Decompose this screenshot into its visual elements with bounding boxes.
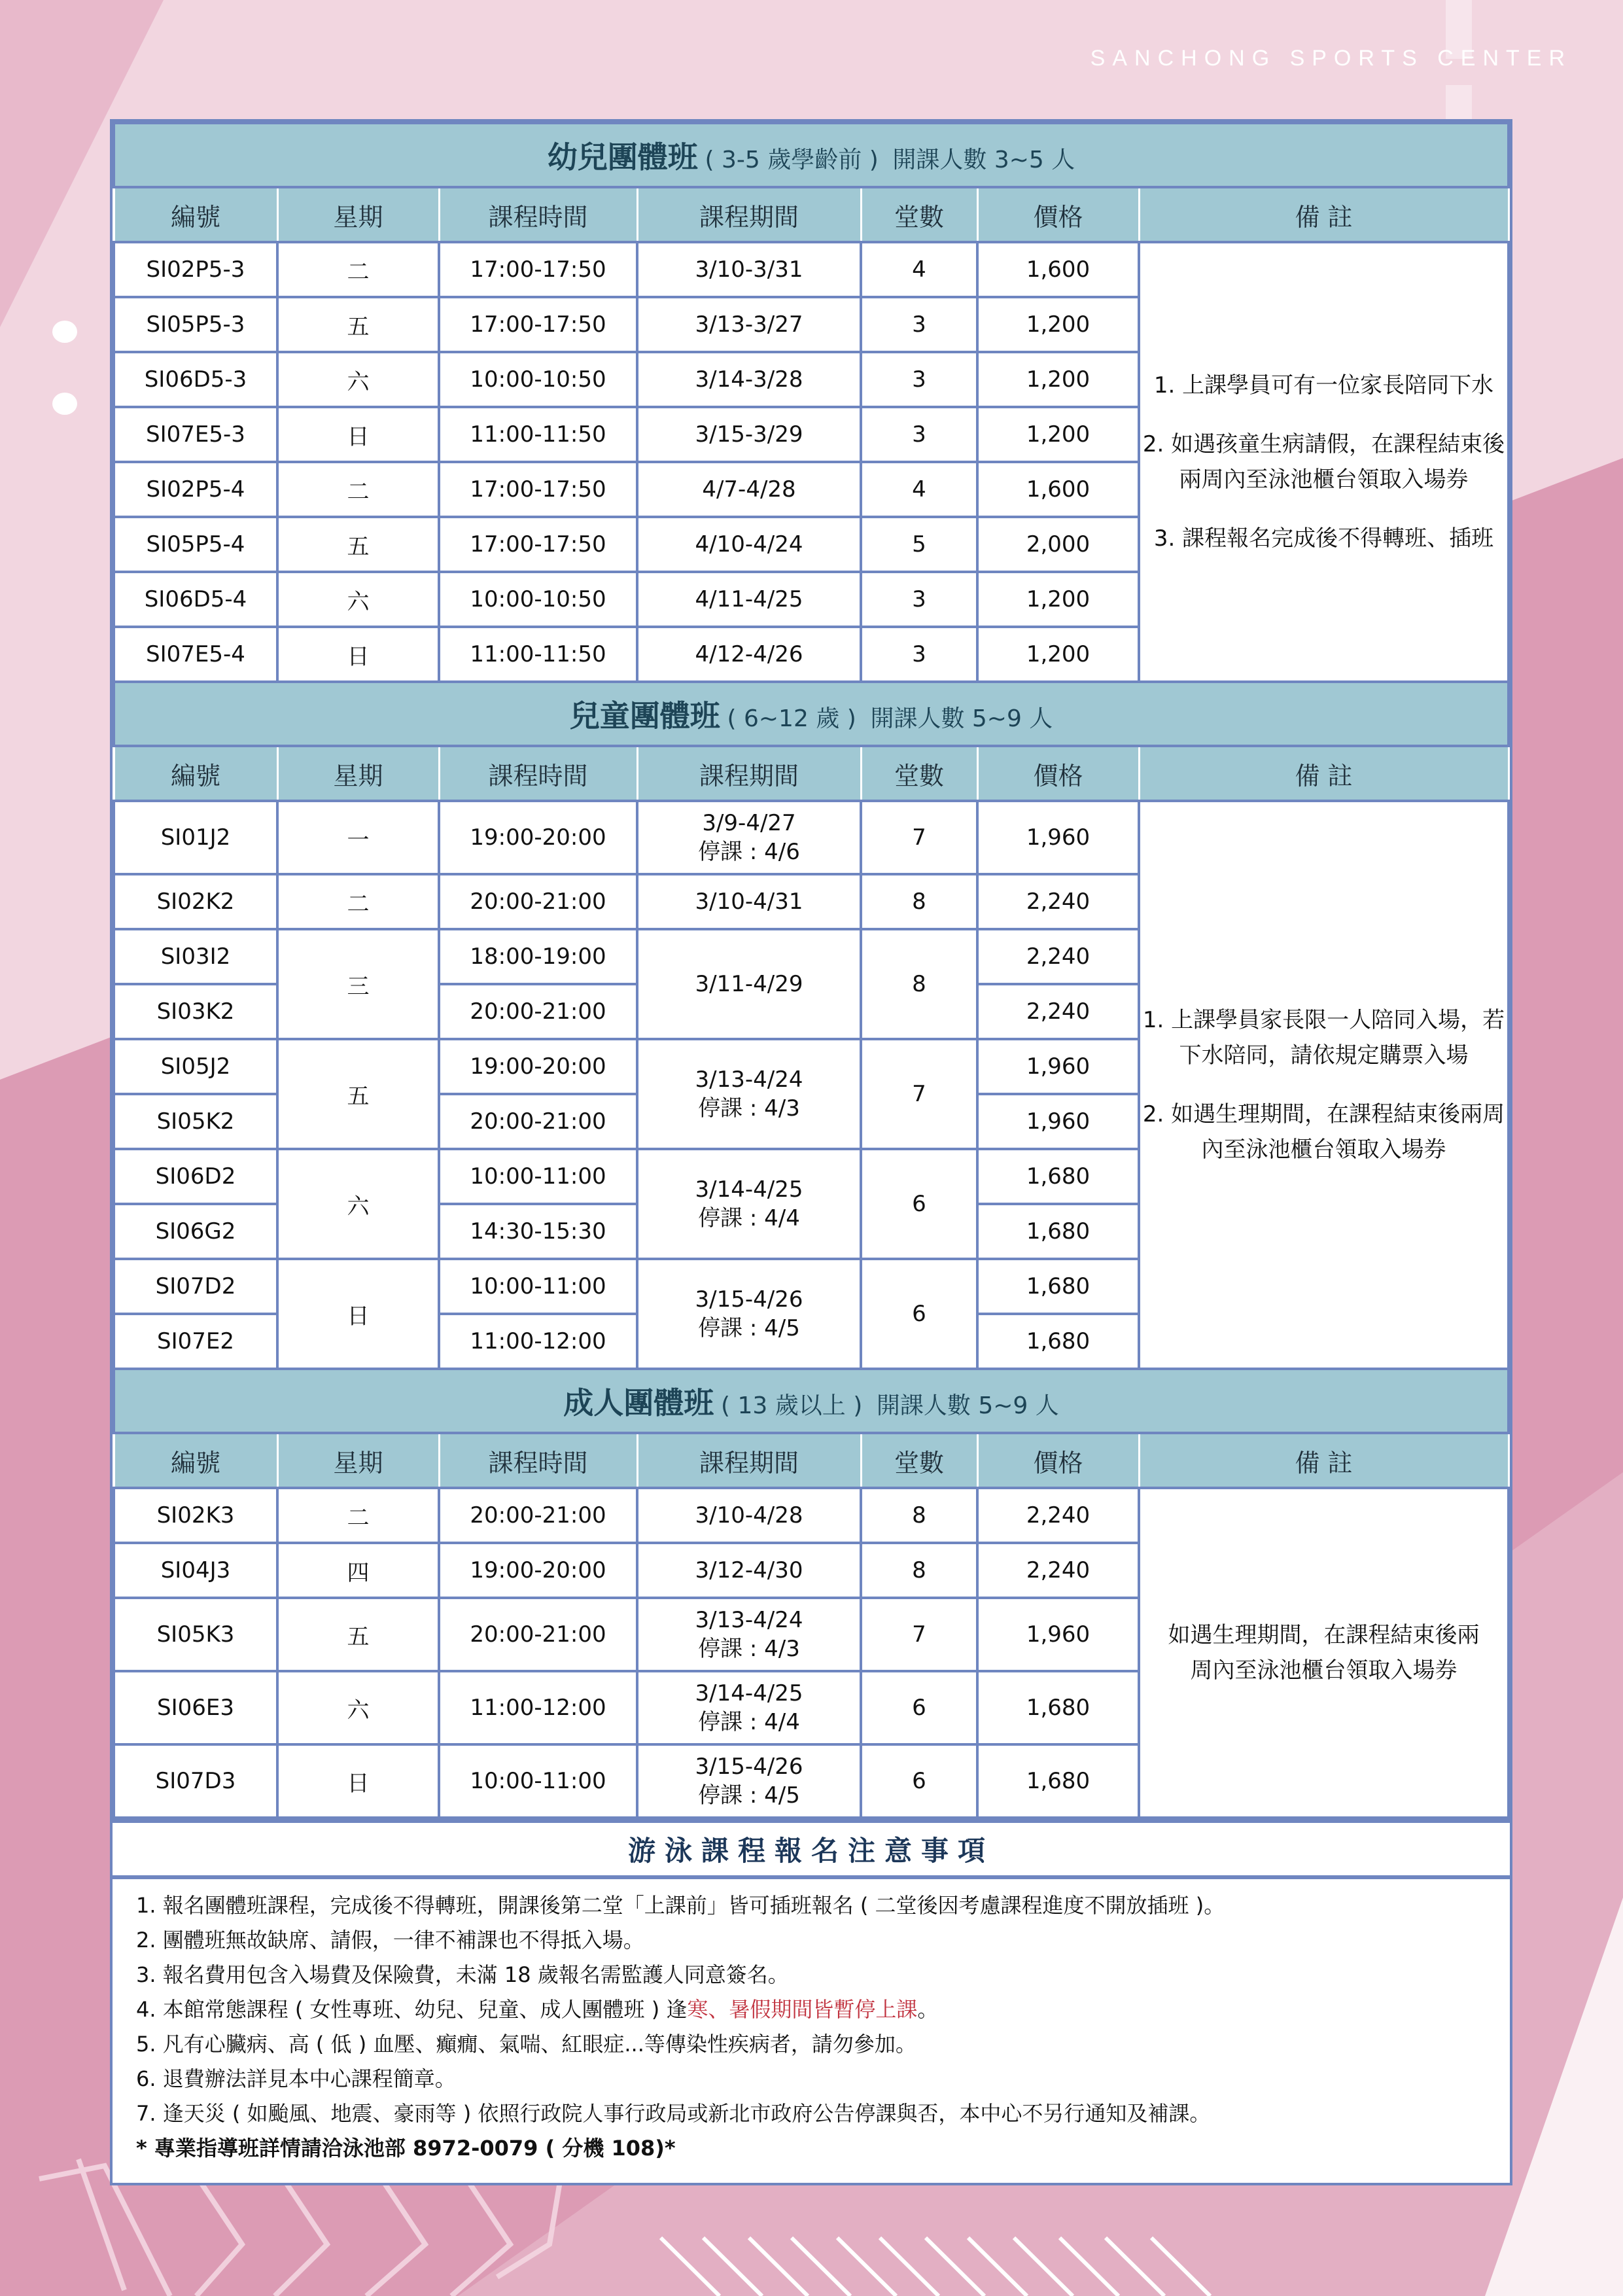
section-age: ( 3-5 歲學齡前 ) (705, 147, 879, 173)
weekday: 六 (277, 1149, 439, 1259)
notice-item: 6. 退費辦法詳見本中心課程簡章。 (136, 2066, 456, 2091)
col-price: 價格 (977, 746, 1139, 801)
weekday: 三 (277, 929, 439, 1039)
weekday: 二 (277, 242, 439, 297)
decor-dot (52, 393, 77, 415)
remark-item: 2. 如遇生理期間，在課程結束後兩周內至泳池櫃台領取入場券 (1142, 1101, 1505, 1163)
session-count: 3 (861, 572, 977, 627)
course-code: SI02P5-4 (114, 462, 277, 517)
class-time: 10:00-10:50 (439, 572, 637, 627)
course-code: SI05P5-4 (114, 517, 277, 572)
course-period: 3/14-3/28 (637, 352, 861, 407)
session-count: 3 (861, 627, 977, 682)
class-time: 20:00-21:00 (439, 1488, 637, 1543)
col-code: 編號 (114, 187, 277, 242)
course-period: 3/13-3/27 (637, 297, 861, 352)
course-code: SI07E5-4 (114, 627, 277, 682)
weekday: 二 (277, 874, 439, 929)
suspended-date: 停課 : 4/4 (698, 1709, 800, 1735)
course-period: 4/10-4/24 (637, 517, 861, 572)
col-sessions: 堂數 (861, 1433, 977, 1488)
price: 1,960 (977, 1598, 1139, 1671)
decor-dot (52, 321, 77, 343)
weekday: 六 (277, 352, 439, 407)
price: 2,240 (977, 1543, 1139, 1598)
course-code: SI05K3 (114, 1598, 277, 1671)
course-period (637, 1671, 861, 1744)
col-period: 課程期間 (637, 187, 861, 242)
course-period (637, 1039, 861, 1149)
class-time: 10:00-11:00 (439, 1744, 637, 1818)
remark-item: 如遇生理期間，在課程結束後兩周內至泳池櫃台領取入場券 (1168, 1622, 1480, 1684)
col-price: 價格 (977, 1433, 1139, 1488)
table-row (114, 801, 1509, 874)
remark-item: 2. 如遇孩童生病請假，在課程結束後兩周內至泳池櫃台領取入場券 (1142, 431, 1505, 493)
section-name: 兒童團體班 (569, 698, 720, 733)
section-title-adult (114, 1369, 1509, 1433)
period-range: 3/13-4/24 (695, 1067, 803, 1093)
table-header (114, 1433, 1509, 1488)
class-time: 17:00-17:50 (439, 242, 637, 297)
course-code: SI07E2 (114, 1314, 277, 1369)
price: 1,680 (977, 1314, 1139, 1369)
section-age: ( 6~12 歲 ) (727, 705, 856, 732)
class-time: 10:00-10:50 (439, 352, 637, 407)
notice-text: 4. 本館常態課程 ( 女性專班、幼兒、兒童、成人團體班 ) 逢 (136, 1997, 688, 2022)
section-age: ( 13 歲以上 ) (721, 1392, 863, 1419)
col-day: 星期 (277, 187, 439, 242)
class-time: 20:00-21:00 (439, 1094, 637, 1149)
price: 2,000 (977, 517, 1139, 572)
notices-list (113, 1879, 1510, 2183)
course-code: SI02K2 (114, 874, 277, 929)
price: 1,680 (977, 1204, 1139, 1259)
col-period: 課程期間 (637, 1433, 861, 1488)
course-period (637, 801, 861, 874)
price: 1,960 (977, 801, 1139, 874)
period-range: 3/14-4/25 (695, 1176, 803, 1203)
weekday: 四 (277, 1543, 439, 1598)
session-count: 7 (861, 1598, 977, 1671)
class-time: 20:00-21:00 (439, 984, 637, 1039)
class-time: 11:00-12:00 (439, 1314, 637, 1369)
suspended-date: 停課 : 4/5 (698, 1782, 800, 1809)
suspended-date: 停課 : 4/6 (698, 839, 800, 865)
weekday: 日 (277, 627, 439, 682)
session-count: 8 (861, 1488, 977, 1543)
price: 2,240 (977, 984, 1139, 1039)
suspended-date: 停課 : 4/5 (698, 1315, 800, 1341)
remarks-cell (1139, 801, 1509, 1369)
session-count: 6 (861, 1671, 977, 1744)
brand-title: SANCHONG SPORTS CENTER (1090, 46, 1572, 71)
price: 2,240 (977, 874, 1139, 929)
class-time: 19:00-20:00 (439, 1543, 637, 1598)
course-period: 3/10-4/28 (637, 1488, 861, 1543)
schedule-table (113, 122, 1510, 1819)
class-time: 10:00-11:00 (439, 1149, 637, 1204)
table-header (114, 187, 1509, 242)
remarks-cell (1139, 1488, 1509, 1818)
price: 2,240 (977, 1488, 1139, 1543)
notices-title: 游泳課程報名注意事項 (113, 1819, 1510, 1879)
section-title-toddler (114, 123, 1509, 187)
section-capacity: 開課人數 5~9 人 (876, 1392, 1059, 1419)
course-period: 4/12-4/26 (637, 627, 861, 682)
class-time: 17:00-17:50 (439, 297, 637, 352)
col-sessions: 堂數 (861, 746, 977, 801)
price: 1,600 (977, 242, 1139, 297)
weekday: 日 (277, 407, 439, 462)
table-header (114, 746, 1509, 801)
class-time: 19:00-20:00 (439, 1039, 637, 1094)
session-count: 8 (861, 1543, 977, 1598)
course-code: SI03K2 (114, 984, 277, 1039)
table-row (114, 242, 1509, 297)
col-code: 編號 (114, 1433, 277, 1488)
price: 1,200 (977, 627, 1139, 682)
col-time: 課程時間 (439, 746, 637, 801)
weekday: 五 (277, 297, 439, 352)
price: 1,680 (977, 1671, 1139, 1744)
session-count: 6 (861, 1149, 977, 1259)
price: 2,240 (977, 929, 1139, 984)
col-remarks: 備 註 (1139, 1433, 1509, 1488)
col-time: 課程時間 (439, 187, 637, 242)
contact-info: * 專業指導班詳情請洽泳池部 8972-0079 ( 分機 108)* (136, 2136, 676, 2161)
course-code: SI05J2 (114, 1039, 277, 1094)
course-code: SI05K2 (114, 1094, 277, 1149)
course-code: SI06G2 (114, 1204, 277, 1259)
course-period: 3/10-3/31 (637, 242, 861, 297)
weekday: 日 (277, 1744, 439, 1818)
course-period: 4/11-4/25 (637, 572, 861, 627)
price: 1,200 (977, 297, 1139, 352)
weekday: 二 (277, 1488, 439, 1543)
session-count: 7 (861, 801, 977, 874)
col-period: 課程期間 (637, 746, 861, 801)
col-day: 星期 (277, 1433, 439, 1488)
price: 1,960 (977, 1039, 1139, 1094)
session-count: 4 (861, 462, 977, 517)
class-time: 11:00-12:00 (439, 1671, 637, 1744)
notice-item: 3. 報名費用包含入場費及保險費，未滿 18 歲報名需監護人同意簽名。 (136, 1962, 789, 1987)
notice-text: 。 (917, 1997, 939, 2022)
session-count: 8 (861, 874, 977, 929)
class-time: 14:30-15:30 (439, 1204, 637, 1259)
remark-item: 3. 課程報名完成後不得轉班、插班 (1153, 525, 1494, 552)
notice-item: 1. 報名團體班課程，完成後不得轉班，開課後第二堂「上課前」皆可插班報名 ( 二堂後因考慮課程進度不開放插班 )。 (136, 1893, 1225, 1918)
session-count: 4 (861, 242, 977, 297)
course-code: SI02K3 (114, 1488, 277, 1543)
class-time: 18:00-19:00 (439, 929, 637, 984)
weekday: 二 (277, 462, 439, 517)
price: 1,680 (977, 1149, 1139, 1204)
class-time: 20:00-21:00 (439, 874, 637, 929)
course-period (637, 1149, 861, 1259)
price: 1,600 (977, 462, 1139, 517)
course-period: 4/7-4/28 (637, 462, 861, 517)
weekday: 一 (277, 801, 439, 874)
class-time: 20:00-21:00 (439, 1598, 637, 1671)
session-count: 3 (861, 352, 977, 407)
notice-item: 5. 凡有心臟病、高 ( 低 ) 血壓、癲癇、氣喘、紅眼症...等傳染性疾病者，請勿參加。 (136, 2032, 916, 2057)
class-time: 11:00-11:50 (439, 627, 637, 682)
price: 1,680 (977, 1259, 1139, 1314)
weekday: 六 (277, 1671, 439, 1744)
weekday: 五 (277, 1039, 439, 1149)
table-row (114, 1488, 1509, 1543)
course-code: SI07E5-3 (114, 407, 277, 462)
remark-item: 1. 上課學員可有一位家長陪同下水 (1153, 372, 1494, 398)
session-count: 3 (861, 407, 977, 462)
session-count: 6 (861, 1259, 977, 1369)
course-code: SI01J2 (114, 801, 277, 874)
course-code: SI07D3 (114, 1744, 277, 1818)
course-code: SI06D5-3 (114, 352, 277, 407)
course-code: SI06D2 (114, 1149, 277, 1204)
section-name: 成人團體班 (563, 1385, 714, 1421)
section-name: 幼兒團體班 (547, 139, 698, 175)
col-remarks: 備 註 (1139, 187, 1509, 242)
course-code: SI04J3 (114, 1543, 277, 1598)
course-code: SI03I2 (114, 929, 277, 984)
notice-highlight: 寒、暑假期間皆暫停上課 (687, 1997, 918, 2022)
class-time: 19:00-20:00 (439, 801, 637, 874)
period-range: 3/13-4/24 (695, 1607, 803, 1633)
course-period (637, 1744, 861, 1818)
course-code: SI07D2 (114, 1259, 277, 1314)
notice-item (136, 1992, 1486, 2027)
class-time: 11:00-11:50 (439, 407, 637, 462)
course-code: SI02P5-3 (114, 242, 277, 297)
period-range: 3/9-4/27 (702, 810, 796, 836)
col-remarks: 備 註 (1139, 746, 1509, 801)
col-sessions: 堂數 (861, 187, 977, 242)
suspended-date: 停課 : 4/3 (698, 1095, 800, 1122)
course-schedule-sheet (110, 119, 1512, 2185)
period-range: 3/14-4/25 (695, 1680, 803, 1706)
course-period (637, 1259, 861, 1369)
session-count: 3 (861, 297, 977, 352)
price: 1,200 (977, 352, 1139, 407)
class-time: 17:00-17:50 (439, 462, 637, 517)
period-range: 3/15-4/26 (695, 1286, 803, 1313)
course-period: 3/11-4/29 (637, 929, 861, 1039)
section-title-children (114, 682, 1509, 746)
notice-item: 7. 逢天災 ( 如颱風、地震、豪雨等 ) 依照行政院人事行政局或新北市政府公告停課與否，本中心不另行通知及補課。 (136, 2101, 1211, 2126)
course-period: 3/12-4/30 (637, 1543, 861, 1598)
session-count: 8 (861, 929, 977, 1039)
period-range: 3/15-4/26 (695, 1754, 803, 1780)
col-code: 編號 (114, 746, 277, 801)
remark-item: 1. 上課學員家長限一人陪同入場，若下水陪同，請依規定購票入場 (1142, 1007, 1505, 1069)
price: 1,200 (977, 572, 1139, 627)
col-time: 課程時間 (439, 1433, 637, 1488)
suspended-date: 停課 : 4/4 (698, 1205, 800, 1231)
course-period (637, 1598, 861, 1671)
section-capacity: 開課人數 5~9 人 (870, 705, 1053, 732)
col-price: 價格 (977, 187, 1139, 242)
class-time: 10:00-11:00 (439, 1259, 637, 1314)
weekday: 日 (277, 1259, 439, 1369)
session-count: 5 (861, 517, 977, 572)
course-period: 3/10-4/31 (637, 874, 861, 929)
price: 1,960 (977, 1094, 1139, 1149)
course-period: 3/15-3/29 (637, 407, 861, 462)
weekday: 五 (277, 517, 439, 572)
class-time: 17:00-17:50 (439, 517, 637, 572)
course-code: SI06E3 (114, 1671, 277, 1744)
remarks-cell (1139, 242, 1509, 682)
session-count: 7 (861, 1039, 977, 1149)
course-code: SI06D5-4 (114, 572, 277, 627)
col-day: 星期 (277, 746, 439, 801)
section-capacity: 開課人數 3~5 人 (892, 147, 1075, 173)
weekday: 六 (277, 572, 439, 627)
session-count: 6 (861, 1744, 977, 1818)
weekday: 五 (277, 1598, 439, 1671)
price: 1,200 (977, 407, 1139, 462)
price: 1,680 (977, 1744, 1139, 1818)
suspended-date: 停課 : 4/3 (698, 1636, 800, 1662)
notice-item: 2. 團體班無故缺席、請假，一律不補課也不得抵入場。 (136, 1928, 644, 1952)
course-code: SI05P5-3 (114, 297, 277, 352)
